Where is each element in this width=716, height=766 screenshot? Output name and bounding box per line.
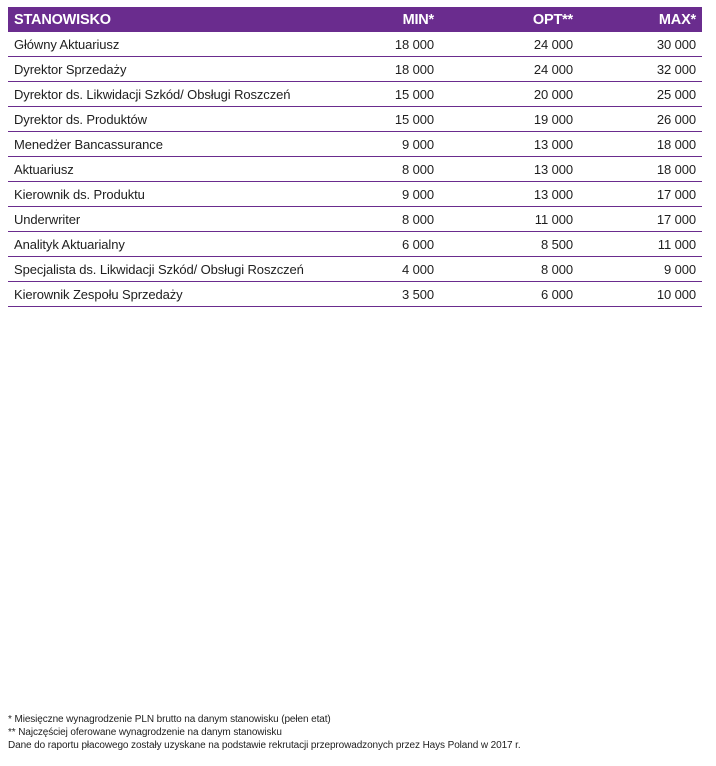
position-cell: Dyrektor ds. Produktów bbox=[14, 111, 147, 127]
opt-cell: 13 000 bbox=[533, 186, 573, 202]
table-row bbox=[8, 182, 702, 207]
min-cell: 8 000 bbox=[401, 161, 434, 177]
max-cell: 9 000 bbox=[663, 261, 696, 277]
position-cell: Kierownik Zespołu Sprzedaży bbox=[14, 286, 183, 302]
table-row bbox=[8, 32, 702, 57]
footnote-opt: ** Najczęściej oferowane wynagrodzenie na danym stanowisku bbox=[8, 727, 282, 738]
column-header-position: STANOWISKO bbox=[14, 11, 111, 28]
table-row bbox=[8, 207, 702, 232]
min-cell: 4 000 bbox=[401, 261, 434, 277]
opt-cell: 13 000 bbox=[533, 161, 573, 177]
max-cell: 17 000 bbox=[656, 186, 696, 202]
footnote-source: Dane do raportu płacowego zostały uzyskane na podstawie rekrutacji przeprowadzonych przez Hays Poland w 2017 r. bbox=[8, 740, 521, 751]
position-cell: Główny Aktuariusz bbox=[14, 36, 120, 52]
min-cell: 15 000 bbox=[394, 111, 434, 127]
opt-cell: 19 000 bbox=[533, 111, 573, 127]
opt-cell: 8 500 bbox=[540, 236, 573, 252]
min-cell: 6 000 bbox=[401, 236, 434, 252]
opt-cell: 11 000 bbox=[534, 211, 573, 227]
table-row bbox=[8, 57, 702, 82]
min-cell: 8 000 bbox=[401, 211, 434, 227]
min-cell: 15 000 bbox=[394, 86, 434, 102]
min-cell: 18 000 bbox=[394, 61, 434, 77]
table-row bbox=[8, 107, 702, 132]
position-cell: Analityk Aktuarialny bbox=[14, 236, 125, 252]
position-cell: Underwriter bbox=[14, 211, 81, 227]
max-cell: 17 000 bbox=[656, 211, 696, 227]
table-row bbox=[8, 157, 702, 182]
column-header-opt: OPT** bbox=[532, 11, 573, 28]
position-cell: Specjalista ds. Likwidacji Szkód/ Obsługi Roszczeń bbox=[14, 261, 304, 277]
min-cell: 9 000 bbox=[401, 186, 434, 202]
max-cell: 18 000 bbox=[656, 136, 696, 152]
max-cell: 11 000 bbox=[657, 236, 696, 252]
min-cell: 3 500 bbox=[401, 286, 434, 302]
position-cell: Menedżer Bancassurance bbox=[14, 136, 163, 152]
opt-cell: 6 000 bbox=[540, 286, 573, 302]
column-header-min: MIN* bbox=[402, 11, 434, 28]
opt-cell: 8 000 bbox=[540, 261, 573, 277]
opt-cell: 20 000 bbox=[533, 86, 573, 102]
max-cell: 25 000 bbox=[656, 86, 696, 102]
position-cell: Aktuariusz bbox=[14, 161, 74, 177]
opt-cell: 24 000 bbox=[533, 61, 573, 77]
salary-table bbox=[8, 7, 702, 307]
table-row bbox=[8, 82, 702, 107]
column-header-max: MAX* bbox=[658, 11, 696, 28]
table-header bbox=[8, 7, 702, 32]
table-row bbox=[8, 232, 702, 257]
table-row bbox=[8, 132, 702, 157]
max-cell: 18 000 bbox=[656, 161, 696, 177]
min-cell: 18 000 bbox=[394, 36, 434, 52]
table-row bbox=[8, 257, 702, 282]
max-cell: 26 000 bbox=[656, 111, 696, 127]
max-cell: 10 000 bbox=[656, 286, 696, 302]
footnotes bbox=[8, 713, 521, 752]
max-cell: 30 000 bbox=[656, 36, 696, 52]
opt-cell: 24 000 bbox=[533, 36, 573, 52]
opt-cell: 13 000 bbox=[533, 136, 573, 152]
position-cell: Kierownik ds. Produktu bbox=[14, 186, 145, 202]
footnote-min-max: * Miesięczne wynagrodzenie PLN brutto na danym stanowisku (pełen etat) bbox=[8, 714, 331, 725]
table-row bbox=[8, 282, 702, 307]
position-cell: Dyrektor ds. Likwidacji Szkód/ Obsługi Roszczeń bbox=[14, 86, 291, 102]
min-cell: 9 000 bbox=[401, 136, 434, 152]
position-cell: Dyrektor Sprzedaży bbox=[14, 61, 127, 77]
max-cell: 32 000 bbox=[656, 61, 696, 77]
